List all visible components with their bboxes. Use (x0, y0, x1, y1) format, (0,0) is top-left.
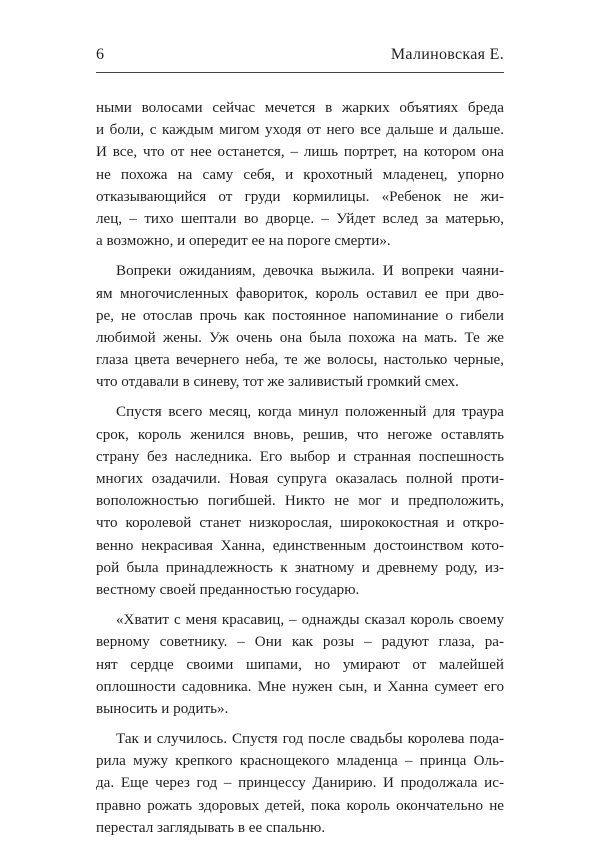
text-line: вестному своей преданностью государю. (96, 581, 360, 598)
text-line: рой была принадлежность к знатному и древнему роду, из- (96, 559, 504, 576)
body-text (96, 97, 504, 847)
text-line: правно рожать здоровых детей, пока король окончательно не (96, 797, 504, 814)
text-line: венно некрасивая Ханна, единственным достоинством кото- (96, 537, 504, 554)
paragraph (96, 728, 504, 839)
text-line: «Хватит с меня красавиц, – однажды сказал король своему (116, 612, 504, 629)
text-line: Так и случилось. Спустя год после свадьбы королева пода- (116, 731, 504, 748)
text-line: лец, – тихо шептали во дворце. – Уйдет вслед за матерью, (96, 210, 504, 227)
text-line: ре, не отослав прочь как постоянное напоминание о гибели (96, 307, 504, 324)
paragraph (96, 260, 504, 393)
text-line: выносить и родить». (96, 700, 229, 717)
text-line: отказывающийся от груди кормилицы. «Ребенок не жи- (96, 188, 504, 205)
paragraph (96, 609, 504, 720)
text-line: не похожа на саму себя, и крохотный младенец, упорно (96, 166, 504, 183)
paragraph (96, 401, 504, 601)
text-line: многих озадачили. Новая супруга оказалась полной проти- (96, 471, 504, 487)
text-line: Спустя всего месяц, когда минул положенный для траура (116, 404, 504, 421)
text-line: да. Еще через год – принцессу Данирию. И продолжала ис- (96, 775, 504, 792)
page-number: 6 (96, 46, 104, 63)
text-line: и боли, с каждым мигом уходя от него все дальше и дальше. (96, 122, 504, 139)
paragraph (96, 97, 504, 252)
text-line: глаза цвета вечернего неба, те же волосы, настолько черные, (96, 352, 504, 369)
text-line: оплошности садовника. Мне нужен сын, и Ханна сумеет его (96, 678, 504, 695)
text-line: И все, что от нее останется, – лишь портрет, на котором она (96, 144, 504, 161)
text-line: что королевой станет низкорослая, ширококостная и откро- (96, 515, 504, 532)
header-rule (96, 72, 504, 73)
text-line: срок, король женился вновь, решив, что негоже оставлять (96, 426, 504, 443)
text-line: верному советнику. – Они как розы – радуют глаза, ра- (96, 634, 504, 651)
text-line: нят сердце своими шипами, но умирают от малейшей (96, 656, 504, 673)
text-line: ям многочисленных фавориток, король оставил ее при дво- (96, 285, 504, 302)
text-line: Вопреки ожиданиям, девочка выжила. И вопреки чаяни- (116, 263, 504, 280)
text-line: что отдавали в синеву, тот же заливистый громкий смех. (96, 374, 459, 391)
text-line: воположностью погибшей. Никто не мог и предположить, (96, 493, 504, 510)
text-line: а возможно, и опередит ее на пороге смерти». (96, 233, 391, 250)
running-head: Малиновская Е. (390, 46, 504, 63)
text-line: рила мужу крепкого краснощекого младенца – принца Оль- (96, 753, 504, 770)
text-line: перестал заглядывать в ее спальню. (96, 819, 326, 836)
text-line: страну без наследника. Его выбор и странная поспешность (96, 448, 504, 465)
text-line: любимой жены. Уж очень она была похожа на мать. Те же (96, 329, 504, 346)
text-line: ными волосами сейчас мечется в жарких объятиях бреда (96, 100, 504, 116)
